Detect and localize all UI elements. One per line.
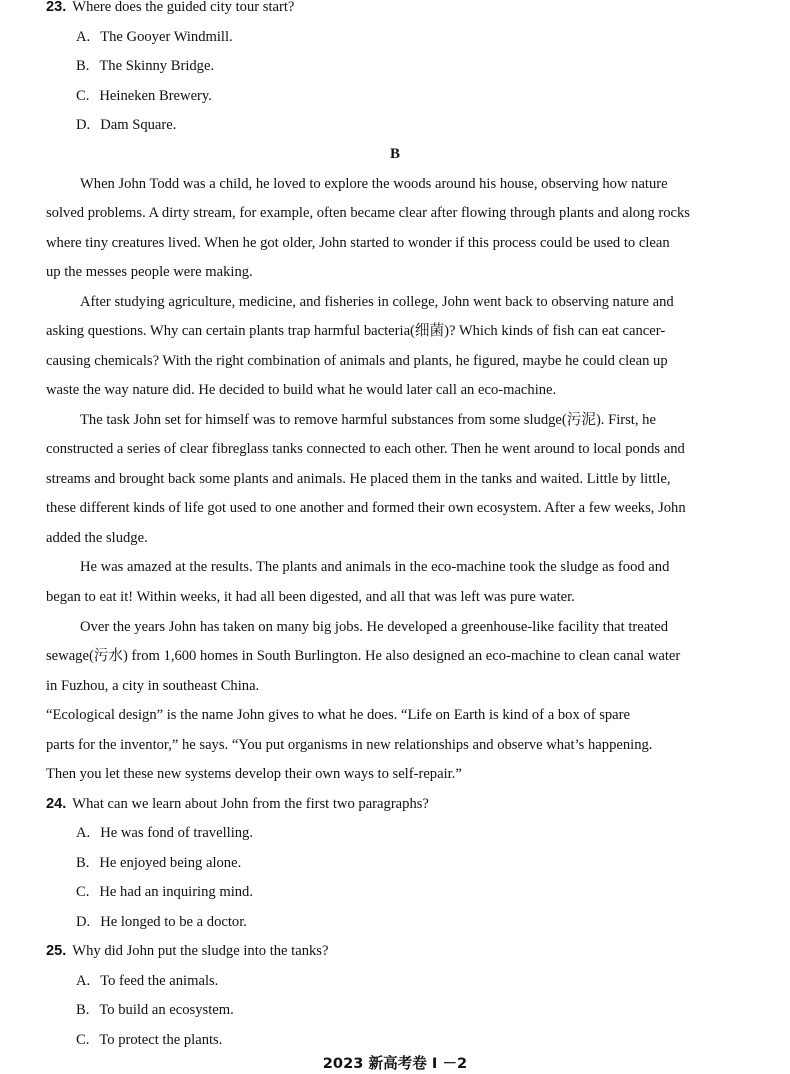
question-number: 25. xyxy=(46,943,67,959)
question-23-stem xyxy=(46,0,790,16)
question-25-stem xyxy=(46,942,790,960)
passage-line: Then you let these new systems develop their own ways to self-repair.” xyxy=(46,766,462,782)
passage-line: The task John set for himself was to remove harmful substances from some sludge(污泥). First, he xyxy=(80,412,656,428)
question-text: What can we learn about John from the first two paragraphs? xyxy=(72,796,429,812)
passage-line: in Fuzhou, a city in southeast China. xyxy=(46,678,260,694)
passage-line: added the sludge. xyxy=(46,530,148,546)
option-label: C. xyxy=(76,88,90,104)
question-number: 24. xyxy=(46,796,67,812)
question-text: Why did John put the sludge into the tanks? xyxy=(72,943,329,959)
q23-option-b xyxy=(76,57,776,75)
passage-line: parts for the inventor,” he says. “You put organisms in new relationships and observe what’s happening. xyxy=(46,737,653,753)
passage-line: Over the years John has taken on many big jobs. He developed a greenhouse-like facility that treated xyxy=(80,619,669,635)
q24-option-a xyxy=(76,824,776,842)
option-label: B. xyxy=(76,58,90,74)
option-text: The Skinny Bridge. xyxy=(99,58,215,74)
passage-line: sewage(污水) from 1,600 homes in South Burlington. He also designed an eco-machine to clean canal water xyxy=(46,648,681,664)
option-text: He longed to be a doctor. xyxy=(100,914,247,930)
passage-line: up the messes people were making. xyxy=(46,264,253,280)
option-text: The Gooyer Windmill. xyxy=(100,29,233,45)
option-label: A. xyxy=(76,29,91,45)
passage-line: He was amazed at the results. The plants and animals in the eco-machine took the sludge as food and xyxy=(80,559,670,575)
passage-line: where tiny creatures lived. When he got older, John started to wonder if this process could be used to clean xyxy=(46,235,670,251)
passage-line: asking questions. Why can certain plants trap harmful bacteria(细菌)? Which kinds of fish can eat cancer- xyxy=(46,323,666,339)
option-label: D. xyxy=(76,117,91,133)
passage-line: causing chemicals? With the right combination of animals and plants, he figured, maybe he could clean up xyxy=(46,353,668,369)
option-label: C. xyxy=(76,1032,90,1048)
q25-option-b xyxy=(76,1001,776,1019)
option-label: A. xyxy=(76,973,91,989)
question-text: Where does the guided city tour start? xyxy=(72,0,295,15)
section-title: B xyxy=(389,146,400,162)
option-text: He enjoyed being alone. xyxy=(99,855,242,871)
option-label: B. xyxy=(76,1002,90,1018)
option-label: A. xyxy=(76,825,91,841)
question-number: 23. xyxy=(46,0,67,15)
passage-line: these different kinds of life got used to one another and formed their own ecosystem. After a few weeks, John xyxy=(46,500,686,516)
option-label: C. xyxy=(76,884,90,900)
passage-line: When John Todd was a child, he loved to explore the woods around his house, observing how nature xyxy=(80,176,668,192)
q24-option-b xyxy=(76,854,776,872)
q24-option-c xyxy=(76,883,776,901)
page-footer: 2023 新高考卷 I －2 xyxy=(322,1055,468,1072)
option-text: Dam Square. xyxy=(100,117,177,133)
passage-line: constructed a series of clear fibreglass tanks connected to each other. Then he went around to local ponds and xyxy=(46,441,685,457)
option-text: To feed the animals. xyxy=(100,973,219,989)
passage-line: After studying agriculture, medicine, and fisheries in college, John went back to observing nature and xyxy=(80,294,674,310)
passage-line: “Ecological design” is the name John gives to what he does. “Life on Earth is kind of a box of spare xyxy=(46,707,630,723)
question-24-stem xyxy=(46,795,790,813)
q24-option-d xyxy=(76,913,776,931)
passage-line: began to eat it! Within weeks, it had all been digested, and all that was left was pure water. xyxy=(46,589,575,605)
q23-option-c xyxy=(76,87,776,105)
passage-line: streams and brought back some plants and animals. He placed them in the tanks and waited. Little by little, xyxy=(46,471,671,487)
option-text: Heineken Brewery. xyxy=(99,88,212,104)
q23-option-d xyxy=(76,116,776,134)
q25-option-c xyxy=(76,1031,776,1049)
option-label: D. xyxy=(76,914,91,930)
passage-line: solved problems. A dirty stream, for example, often became clear after flowing through plants and along rocks xyxy=(46,205,690,221)
q25-option-a xyxy=(76,972,776,990)
option-text: He was fond of travelling. xyxy=(100,825,253,841)
passage-line: waste the way nature did. He decided to build what he would later call an eco-machine. xyxy=(46,382,557,398)
option-text: He had an inquiring mind. xyxy=(99,884,254,900)
option-label: B. xyxy=(76,855,90,871)
q23-option-a xyxy=(76,28,776,46)
option-text: To build an ecosystem. xyxy=(99,1002,234,1018)
option-text: To protect the plants. xyxy=(99,1032,223,1048)
